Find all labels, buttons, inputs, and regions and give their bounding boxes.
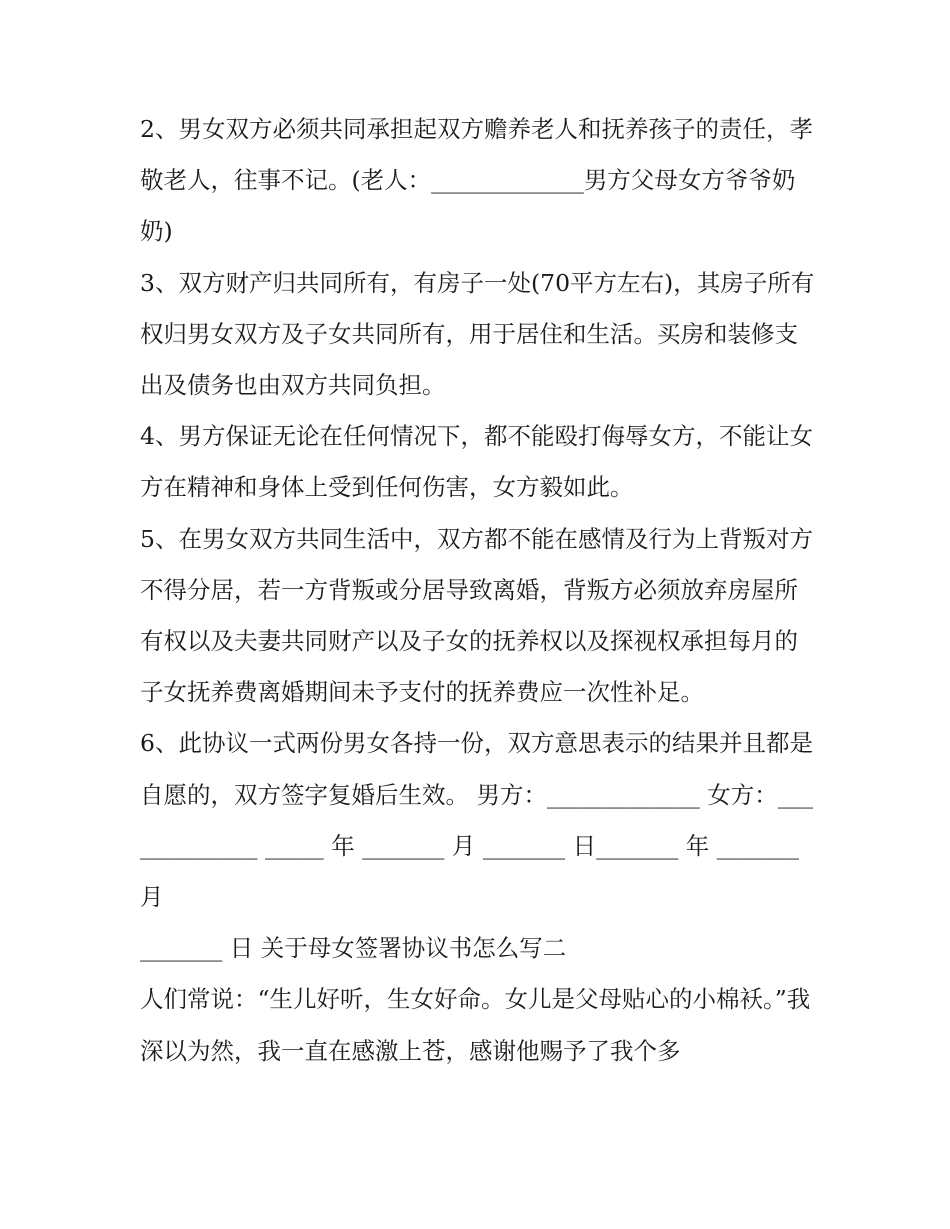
document-body <box>140 104 820 1077</box>
paragraph-3: 3、双方财产归共同所有，有房子一处(70平方左右)，其房子所有权归男女双方及子女共同所有，用于居住和生活。买房和装修支出及债务也由双方共同负担。 <box>140 268 815 400</box>
paragraph-section-title: _______ 日 关于母女签署协议书怎么写二 <box>140 934 567 963</box>
paragraph-4: 4、男方保证无论在任何情况下，都不能殴打侮辱女方，不能让女方在精神和身体上受到任何伤害，女方毅如此。 <box>140 422 813 502</box>
paragraph-5: 5、在男女双方共同生活中，双方都不能在感情及行为上背叛对方不得分居，若一方背叛或分居导致离婚，背叛方必须放弃房屋所有权以及夫妻共同财产以及子女的抚养权以及探视权承担每月的子女抚养费离婚期间未予支付的抚养费应一次性补足。 <box>140 524 813 707</box>
paragraph-intro: 人们常说：“生儿好听，生女好命。女儿是父母贴心的小棉袄。”我深以为然，我一直在感激上苍，感谢他赐予了我个多 <box>140 985 811 1065</box>
paragraph-6: 6、此协议一式两份男女各持一份，双方意思表示的结果并且都是自愿的，双方签字复婚后生效。 男方：_____________ 女方：_____________ _____ 年 _______ 月 _______ 日_______ 年 _______ 月 <box>140 729 813 912</box>
paragraph-2: 2、男女双方必须共同承担起双方赡养老人和抚养孩子的责任，孝敬老人，往事不记。(老人：_____________男方父母女方爷爷奶奶) <box>140 115 813 246</box>
